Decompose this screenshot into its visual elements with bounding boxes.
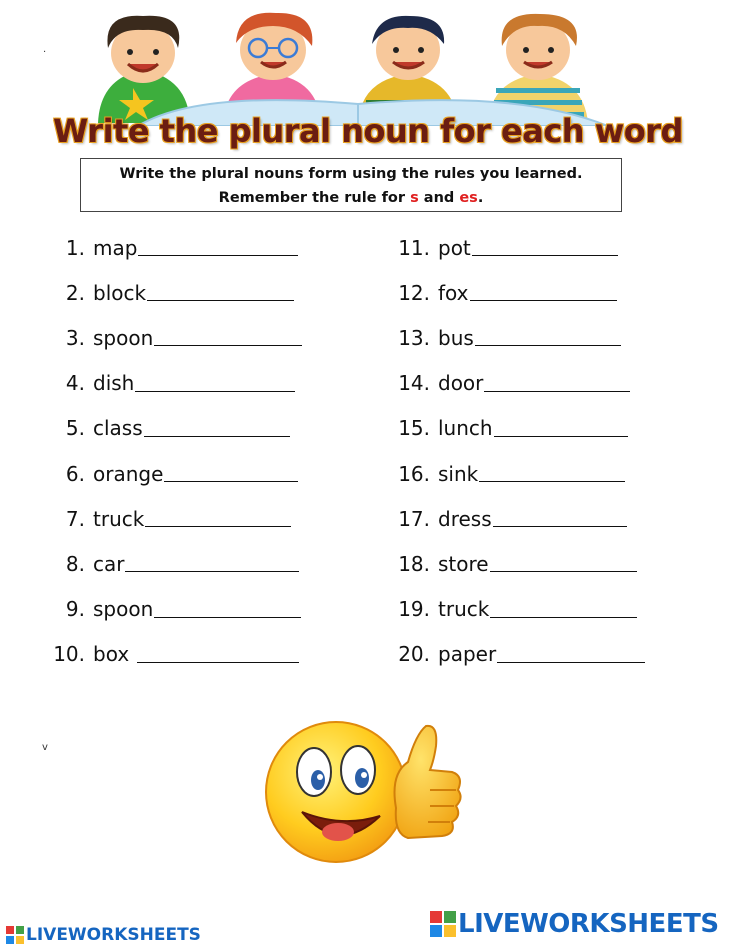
answer-blank[interactable] [493, 506, 627, 527]
item-number: 11. [398, 235, 430, 260]
word-item [48, 587, 302, 632]
item-word: paper [438, 642, 497, 667]
stray-dot: . [43, 44, 47, 55]
item-word: lunch [438, 416, 493, 441]
word-item [48, 225, 302, 270]
answer-blank[interactable] [497, 642, 645, 663]
liveworksheets-logo-icon [430, 911, 456, 937]
item-number: 8. [65, 551, 85, 576]
answer-blank[interactable] [490, 597, 637, 618]
rule-es: es [459, 190, 478, 206]
thumbs-up-emoji-icon [258, 716, 468, 866]
answer-blank[interactable] [490, 551, 637, 572]
answer-blank[interactable] [147, 280, 294, 301]
item-number: 15. [398, 416, 430, 441]
word-item [394, 225, 645, 270]
item-number: 1. [65, 235, 85, 260]
item-word: pot [438, 235, 471, 260]
answer-blank[interactable] [144, 416, 290, 437]
instructions-box [80, 158, 622, 212]
item-number: 3. [65, 325, 85, 350]
item-word: dish [93, 371, 135, 396]
item-word: sink [438, 461, 479, 486]
word-item [394, 406, 645, 451]
item-number: 18. [398, 551, 430, 576]
answer-blank[interactable] [484, 371, 630, 392]
item-number: 10. [53, 642, 85, 667]
answer-blank[interactable] [479, 461, 625, 482]
liveworksheets-logo-icon [6, 926, 24, 944]
answer-blank[interactable] [138, 235, 298, 256]
liveworksheets-logo-small [6, 925, 201, 945]
word-item [394, 361, 645, 406]
word-item [48, 632, 302, 677]
item-number: 4. [65, 371, 85, 396]
answer-blank[interactable] [470, 280, 617, 301]
stray-mark: v [42, 742, 48, 753]
word-item [48, 406, 302, 451]
item-number: 7. [65, 506, 85, 531]
item-number: 2. [65, 280, 85, 305]
answer-blank[interactable] [135, 371, 295, 392]
item-number: 13. [398, 325, 430, 350]
logo-text: LIVEWORKSHEETS [458, 909, 719, 939]
item-word: box [93, 642, 130, 667]
answer-blank[interactable] [125, 551, 299, 572]
word-item [394, 451, 645, 496]
word-item [48, 361, 302, 406]
item-word: block [93, 280, 147, 305]
answer-blank[interactable] [494, 416, 628, 437]
logo-text: LIVEWORKSHEETS [26, 925, 201, 945]
item-word: class [93, 416, 143, 441]
answer-blank[interactable] [154, 325, 302, 346]
word-list-left [48, 225, 302, 677]
liveworksheets-logo-large [430, 909, 719, 939]
item-number: 12. [398, 280, 430, 305]
word-item [48, 496, 302, 541]
item-word: orange [93, 461, 164, 486]
word-item [394, 496, 645, 541]
word-item [48, 541, 302, 586]
answer-blank[interactable] [145, 506, 291, 527]
word-item [394, 315, 645, 360]
item-number: 5. [65, 416, 85, 441]
item-number: 6. [65, 461, 85, 486]
item-number: 19. [398, 597, 430, 622]
item-number: 9. [65, 597, 85, 622]
item-number: 17. [398, 506, 430, 531]
item-word: bus [438, 325, 474, 350]
answer-blank[interactable] [137, 642, 299, 663]
kid-1-illustration [98, 16, 190, 123]
item-word: store [438, 551, 489, 576]
kids-banner-illustration [78, 8, 638, 126]
word-item [48, 315, 302, 360]
item-word: dress [438, 506, 492, 531]
item-word: spoon [93, 597, 154, 622]
instructions-line-2 [81, 186, 621, 210]
instructions-suffix: . [477, 190, 484, 206]
word-item [48, 451, 302, 496]
word-item [394, 541, 645, 586]
answer-blank[interactable] [472, 235, 618, 256]
item-word: spoon [93, 325, 154, 350]
item-number: 16. [398, 461, 430, 486]
item-word: door [438, 371, 484, 396]
answer-blank[interactable] [164, 461, 298, 482]
rule-s: s [410, 190, 419, 206]
item-word: fox [438, 280, 469, 305]
word-item [394, 270, 645, 315]
word-list-right [394, 225, 645, 677]
item-word: truck [438, 597, 490, 622]
answer-blank[interactable] [154, 597, 301, 618]
instructions-and: and [423, 190, 455, 206]
word-item [394, 587, 645, 632]
instructions-line-1: Write the plural nouns form using the rules you learned. [119, 166, 583, 182]
page-title: Write the plural noun for each word [53, 112, 683, 150]
word-item [394, 632, 645, 677]
answer-blank[interactable] [475, 325, 621, 346]
item-word: map [93, 235, 138, 260]
item-number: 14. [398, 371, 430, 396]
instructions-prefix: Remember the rule for [218, 190, 406, 206]
word-item [48, 270, 302, 315]
item-word: truck [93, 506, 145, 531]
item-word: car [93, 551, 125, 576]
item-number: 20. [398, 642, 430, 667]
